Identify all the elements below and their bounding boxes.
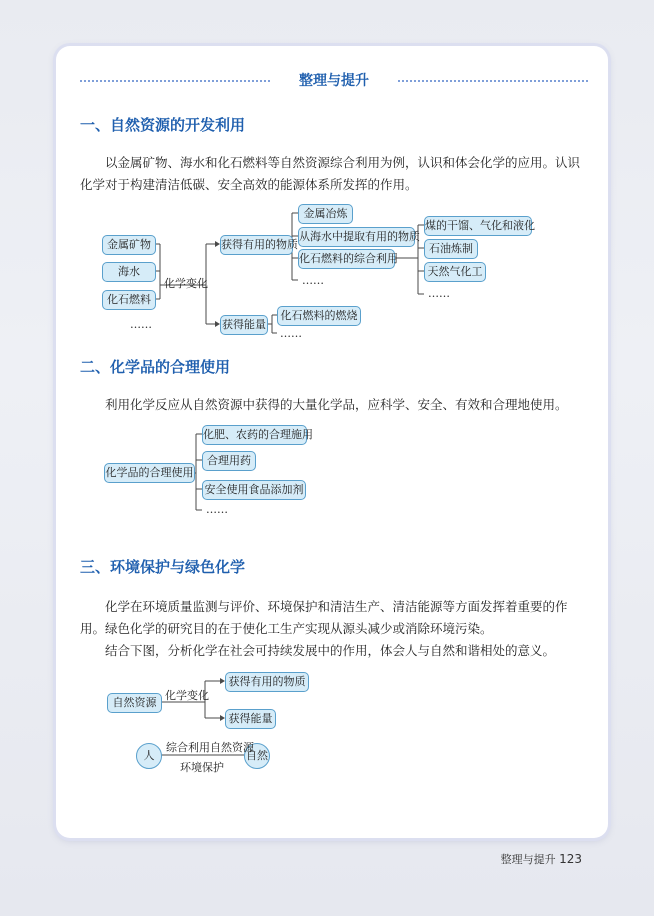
item-food-additive: 安全使用食品添加剂	[202, 480, 306, 500]
source-seawater: 海水	[102, 262, 156, 282]
chemicals-root: 化学品的合理使用	[104, 463, 195, 483]
source-metal-ore: 金属矿物	[102, 235, 156, 255]
natural-resources-box: 自然资源	[107, 693, 162, 713]
page-number: 123	[559, 852, 582, 866]
section-3-paragraph-2: 结合下图，分析化学在社会可持续发展中的作用，体会人与自然和谐相处的意义。	[105, 643, 556, 658]
item-coal: 煤的干馏、气化和液化	[424, 216, 532, 236]
item-fossil-combustion: 化石燃料的燃烧	[277, 306, 361, 326]
page-footer	[501, 851, 582, 867]
d3-useful-substances: 获得有用的物质	[225, 672, 309, 692]
source-fossil-fuel: 化石燃料	[102, 290, 156, 310]
item-seawater-extraction: 从海水中提取有用的物质	[298, 227, 415, 247]
item-c-more: ……	[428, 287, 450, 300]
branch-energy: 获得能量	[220, 315, 268, 335]
source-more: ……	[130, 318, 152, 331]
nature-circle: 自然	[244, 743, 270, 769]
section-1-title: 一、自然资源的开发利用	[80, 116, 246, 134]
d3-energy: 获得能量	[225, 709, 276, 729]
footer-label: 整理与提升	[500, 853, 556, 866]
section-1-paragraph: 以金属矿物、海水和化石燃料等自然资源综合利用为例，认识和体会化学的应用。认识化学对于构建清洁低碳、安全高效的能源体系所发挥的作用。	[80, 155, 581, 192]
item-d2-more: ……	[206, 503, 228, 516]
section-3-title: 三、环境保护与绿色化学	[80, 558, 246, 576]
item-medication: 合理用药	[202, 451, 256, 471]
branch-useful-substances: 获得有用的物质	[220, 235, 293, 255]
person-circle: 人	[136, 743, 162, 769]
environment-protection-label: 环境保护	[180, 761, 224, 774]
item-oil-refining: 石油炼制	[424, 239, 478, 259]
d3-chemical-change-label: 化学变化	[165, 689, 209, 702]
item-fossil-comprehensive: 化石燃料的综合利用	[298, 249, 395, 269]
section-3-paragraph-1: 化学在环境质量监测与评价、环境保护和清洁生产、清洁能源等方面发挥着重要的作用。绿色化学的研究目的在于使化工生产实现从源头减少或消除环境污染。	[80, 599, 568, 636]
item-b-more: ……	[280, 327, 302, 340]
comprehensive-use-label: 综合利用自然资源	[166, 741, 254, 754]
item-natural-gas: 天然气化工	[424, 262, 486, 282]
section-2-title: 二、化学品的合理使用	[80, 358, 231, 376]
section-2-paragraph: 利用化学反应从自然资源中获得的大量化学品，应科学、安全、有效和合理地使用。	[105, 397, 568, 412]
chemical-change-label: 化学变化	[164, 277, 208, 290]
item-a-more: ……	[302, 274, 324, 287]
item-fertilizer: 化肥、农药的合理施用	[202, 425, 307, 445]
item-metal-smelting: 金属冶炼	[298, 204, 353, 224]
page-title: 整理与提升	[299, 73, 369, 89]
